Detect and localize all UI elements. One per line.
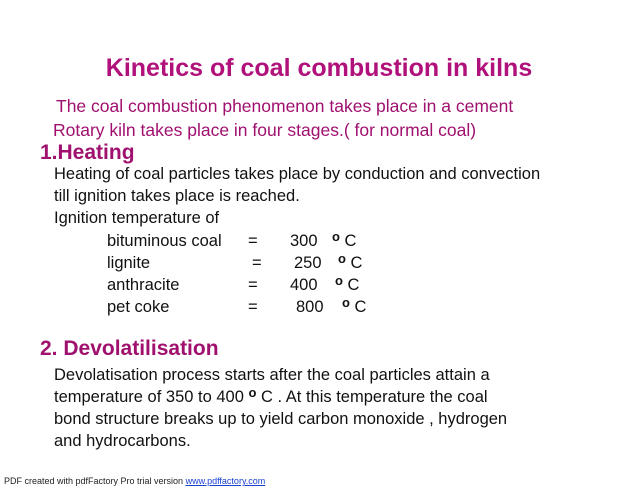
devol-line-1: Devolatisation process starts after the coal particles attain a — [54, 366, 490, 384]
ignition-eq: = — [248, 232, 258, 250]
ignition-name: pet coke — [107, 298, 170, 316]
devol-line-3: bond structure breaks up to yield carbon monoxide , hydrogen — [54, 410, 508, 428]
intro-line-2: Rotary kiln takes place in four stages.( for normal coal) — [53, 120, 477, 140]
ignition-name: anthracite — [107, 276, 180, 294]
devol-line-4: and hydrocarbons. — [54, 432, 191, 450]
ignition-unit: $^o$ C — [342, 295, 367, 316]
devolatilisation-heading: 2. Devolatilisation — [40, 337, 219, 360]
ignition-value: 400 — [290, 276, 318, 294]
intro-line-1: The coal combustion phenomenon takes place in a cement — [56, 96, 514, 116]
ignition-unit: $^o$ C — [338, 251, 363, 272]
ignition-name: bituminous coal — [107, 232, 222, 250]
degree-sign: o — [248, 385, 257, 400]
heating-line-1: Heating of coal particles takes place by conduction and convection — [54, 165, 541, 183]
heating-line-2: till ignition takes place is reached. — [54, 187, 300, 205]
ignition-eq: = — [248, 276, 258, 294]
ignition-eq: = — [248, 298, 258, 316]
degree-sign: o — [338, 251, 346, 266]
ignition-unit: $^o$ C — [332, 229, 357, 250]
devol-line-2: temperature of 350 to 400 $^o$ C . At this temperature the coal — [54, 385, 488, 406]
heating-heading: 1.Heating — [40, 141, 135, 164]
ignition-value: 250 — [294, 254, 322, 272]
pdf-footer: PDF created with pdfFactory Pro trial version www.pdffactory.com — [4, 476, 266, 486]
ignition-value: 800 — [296, 298, 324, 316]
degree-sign: o — [342, 295, 350, 310]
degree-sign: o — [332, 229, 340, 244]
ignition-value: 300 — [290, 232, 318, 250]
page-title: Kinetics of coal combustion in kilns — [105, 54, 533, 82]
ignition-name: lignite — [107, 254, 151, 272]
heating-line-3: Ignition temperature of — [54, 209, 220, 227]
ignition-unit: $^o$ C — [335, 273, 360, 294]
degree-sign: o — [335, 273, 343, 288]
pdffactory-link[interactable]: www.pdffactory.com — [185, 476, 266, 486]
ignition-eq: = — [252, 254, 262, 272]
